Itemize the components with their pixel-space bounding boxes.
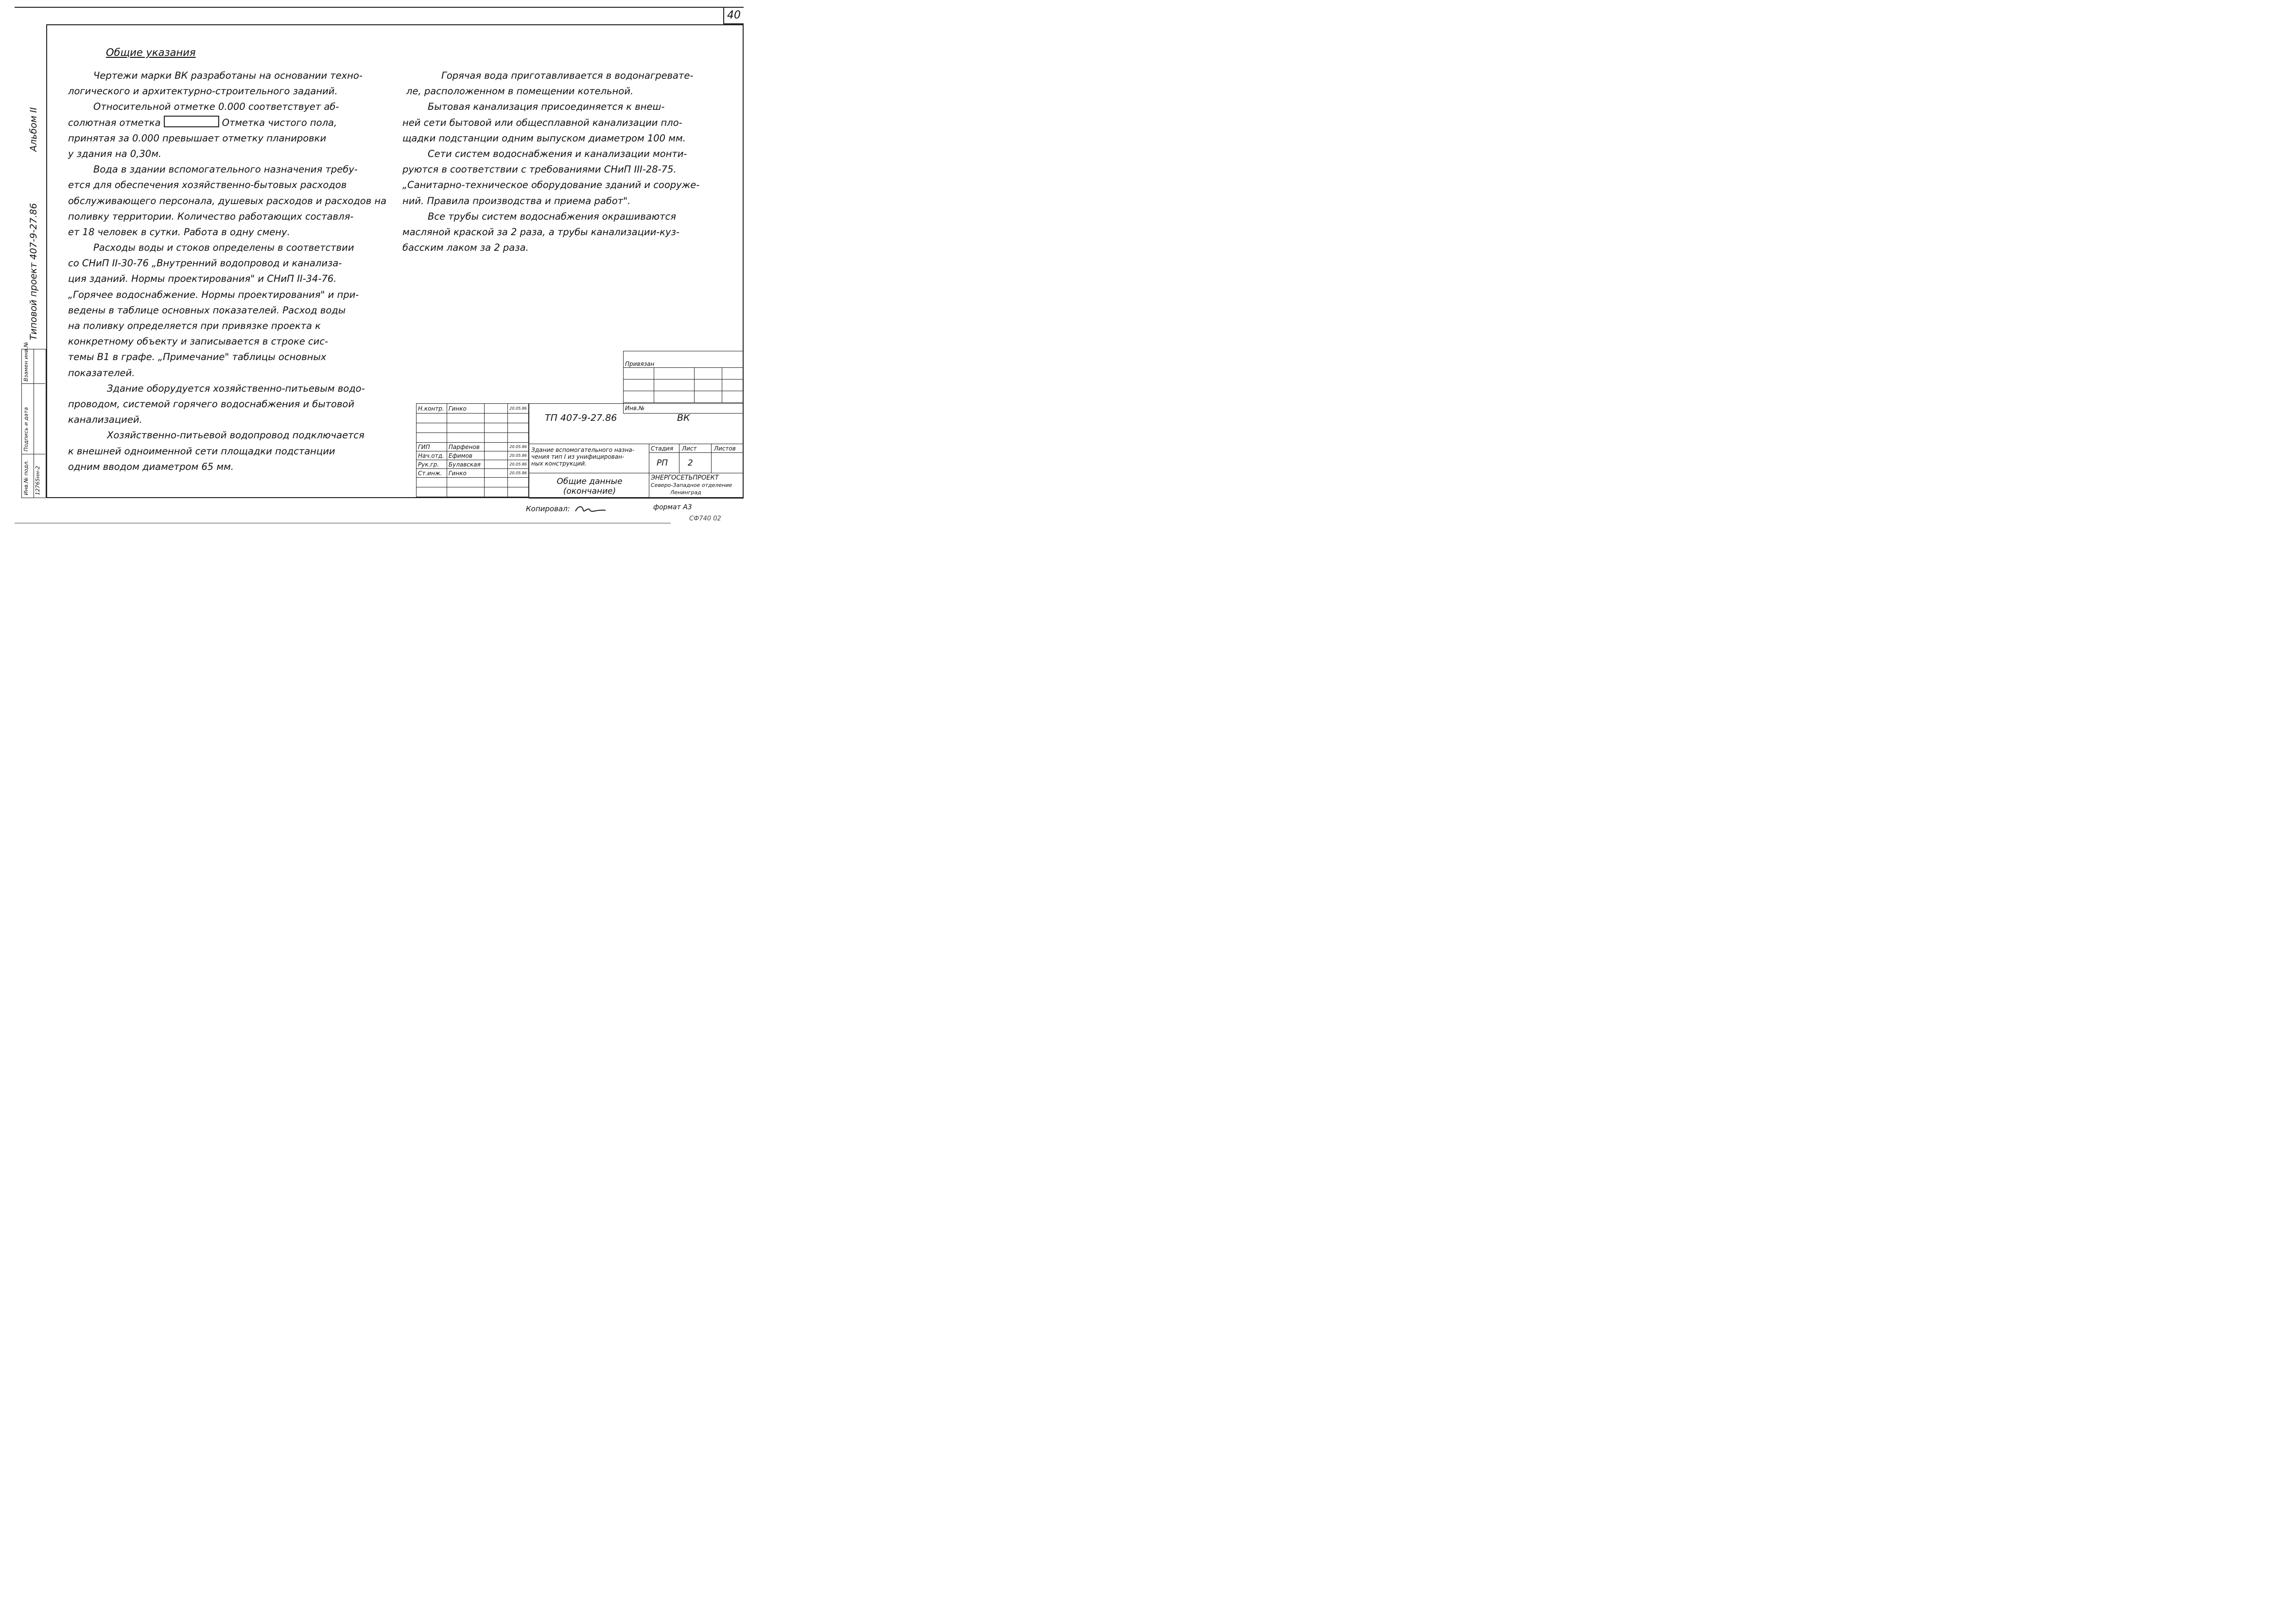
top-border-line [15,7,744,8]
text-line: ней сети бытовой или общесплавной канализации пло- [402,117,682,128]
name-cell: Ефимов [447,451,484,460]
text-line: Относительной отметке 0.000 соответствует аб- [93,101,339,113]
text-line: поливку территории. Количество работающих составля- [68,210,354,222]
document-code: ТП 407-9-27.86 [545,413,617,423]
sheet-value: 2 [688,458,693,468]
text-line: Все трубы систем водоснабжения окрашиваются [428,210,676,222]
project-label: Типовой проект 407-9-27.86 [28,203,39,340]
sheets-label: Листов [714,445,736,452]
side-sign-label: Подпись и дата [23,407,29,451]
text-line: ле, расположенном в помещении котельной. [406,86,634,97]
binding-tied-label: Привязан [624,351,744,368]
text-line: проводом, системой горячего водоснабжения и бытовой [68,398,355,410]
text-line: логического и архитектурно-строительного заданий. [68,86,338,97]
name-cell: Гинко [447,469,484,478]
title-block-right [529,403,744,499]
text-line: со СНиП II-30-76 „Внутренний водопровод и канализа- [68,258,342,269]
side-stamp [21,342,46,498]
text-line: Отметка чистого пола, [222,117,337,128]
text-line: басским лаком за 2 раза. [402,242,529,254]
text-line: ний. Правила производства и приема работ". [402,195,631,207]
page-number: 40 [723,7,744,24]
date-cell: 20.05.86 [508,460,529,469]
text-line: „Горячее водоснабжение. Нормы проектирования" и при- [68,289,359,300]
signature-cell [484,469,508,478]
name-cell: Парфенов [447,443,484,451]
sheet-title [541,477,638,496]
sheet-label: Лист [682,445,697,452]
text-line-with-mark [68,115,389,131]
org-line: ЭНЕРГОСЕТЬПРОЕКТ [651,474,719,482]
format-label: формат А3 [653,503,692,511]
date-cell: 20.05.86 [508,443,529,451]
signature-cell [484,404,508,414]
name-cell: Гинко [447,404,484,414]
text-line: обслуживающего персонала, душевых расходов и расходов на [68,195,387,207]
signature-cell [484,443,508,451]
text-line: Вода в здании вспомогательного назначения требу- [93,164,358,175]
date-cell: 20.05.86 [508,469,529,478]
title-block [416,403,744,499]
building-name-line: чения тип I из унифицирован- [531,453,625,460]
album-label: Альбом II [28,107,39,152]
text-line: Расходы воды и стоков определены в соответствии [93,242,354,254]
text-line: Сети систем водоснабжения и канализации монти- [428,148,687,159]
org-line: Северо-Западное отделение [651,482,732,488]
text-line: одним вводом диаметром 65 мм. [68,461,234,472]
sheet-title-line: Общие данные [557,477,623,486]
divider [711,444,712,473]
side-inv-label: Инв.№ подл. [23,460,29,495]
role-cell: Рук.гр. [417,460,447,469]
text-line: Здание оборудуется хозяйственно-питьевым водо- [107,382,365,394]
date-cell: 20.05.86 [508,404,529,414]
signature-cell [484,451,508,460]
role-cell: Н.контр. [417,404,447,414]
copier-signature [574,503,608,517]
building-name [531,447,634,467]
building-name-line: Здание вспомогательного назна- [531,447,634,453]
role-cell: ГИП [417,443,447,451]
text-line: ет 18 человек в сутки. Работа в одну смену. [68,226,290,238]
text-line: „Санитарно-техническое оборудование зданий и сооруже- [402,179,700,191]
signature-cell [484,460,508,469]
text-line: показателей. [68,367,135,379]
stage-label: Стадия [651,445,674,452]
document-mark: ВК [677,413,690,423]
text-line: к внешней одноименной сети площадки подстанции [68,445,335,457]
building-name-line: ных конструкций. [531,460,587,467]
stage-value: РП [657,458,668,468]
stamp-code: СФ740 02 [689,515,721,522]
text-line: Горячая вода приготавливается в водонагревате- [441,70,694,81]
page-title: Общие указания [106,47,196,58]
date-cell: 20.05.86 [508,451,529,460]
role-cell: Ст.инж. [417,469,447,478]
text-line: Чертежи марки ВК разработаны на основании техно- [93,70,363,81]
side-stamp-row-line [22,383,45,384]
elevation-blank-box [164,116,219,127]
text-line: канализацией. [68,414,142,426]
text-line: ется для обеспечения хозяйственно-бытовых расходов [68,179,347,191]
text-line: у здания на 0,30м. [68,148,162,159]
side-inv-value: 12765нн-2 [35,466,41,495]
sheet-title-line: (окончание) [563,486,616,496]
copied-label: Копировал: [526,504,570,513]
org-line: Ленинград [670,489,701,496]
left-text-column [68,68,389,475]
text-line: руются в соответствии с требованиями СНиП III-28-75. [402,164,677,175]
text-line: ция зданий. Нормы проектирования" и СНиП II-34-76. [68,273,337,285]
binding-inv-label: Инв.№ [624,403,744,414]
divider [649,452,743,453]
text-line: на поливку определяется при привязке проекта к [68,320,321,331]
organization [651,474,732,496]
text-line: конкретному объекту и записывается в строке сис- [68,336,329,347]
text-line: Хозяйственно-питьевой водопровод подключается [107,430,365,441]
role-cell: Нач.отд. [417,451,447,460]
text-line: ведены в таблице основных показателей. Расход воды [68,304,346,316]
text-line: масляной краской за 2 раза, а трубы канализации-куз- [402,226,680,238]
name-cell: Булавская [447,460,484,469]
right-text-column [402,68,723,256]
side-replace-label: Взамен инв.№ [23,342,29,381]
signatures-table [416,403,529,497]
text-line: щадки подстанции одним выпуском диаметром 100 мм. [402,132,686,144]
text-line: принятая за 0.000 превышает отметку планировки [68,132,327,144]
text-line: Бытовая канализация присоединяется к внеш- [428,101,665,113]
text-line: темы В1 в графе. „Примечание" таблицы основных [68,351,327,363]
abs-mark-prefix: солютная отметка [68,117,161,128]
